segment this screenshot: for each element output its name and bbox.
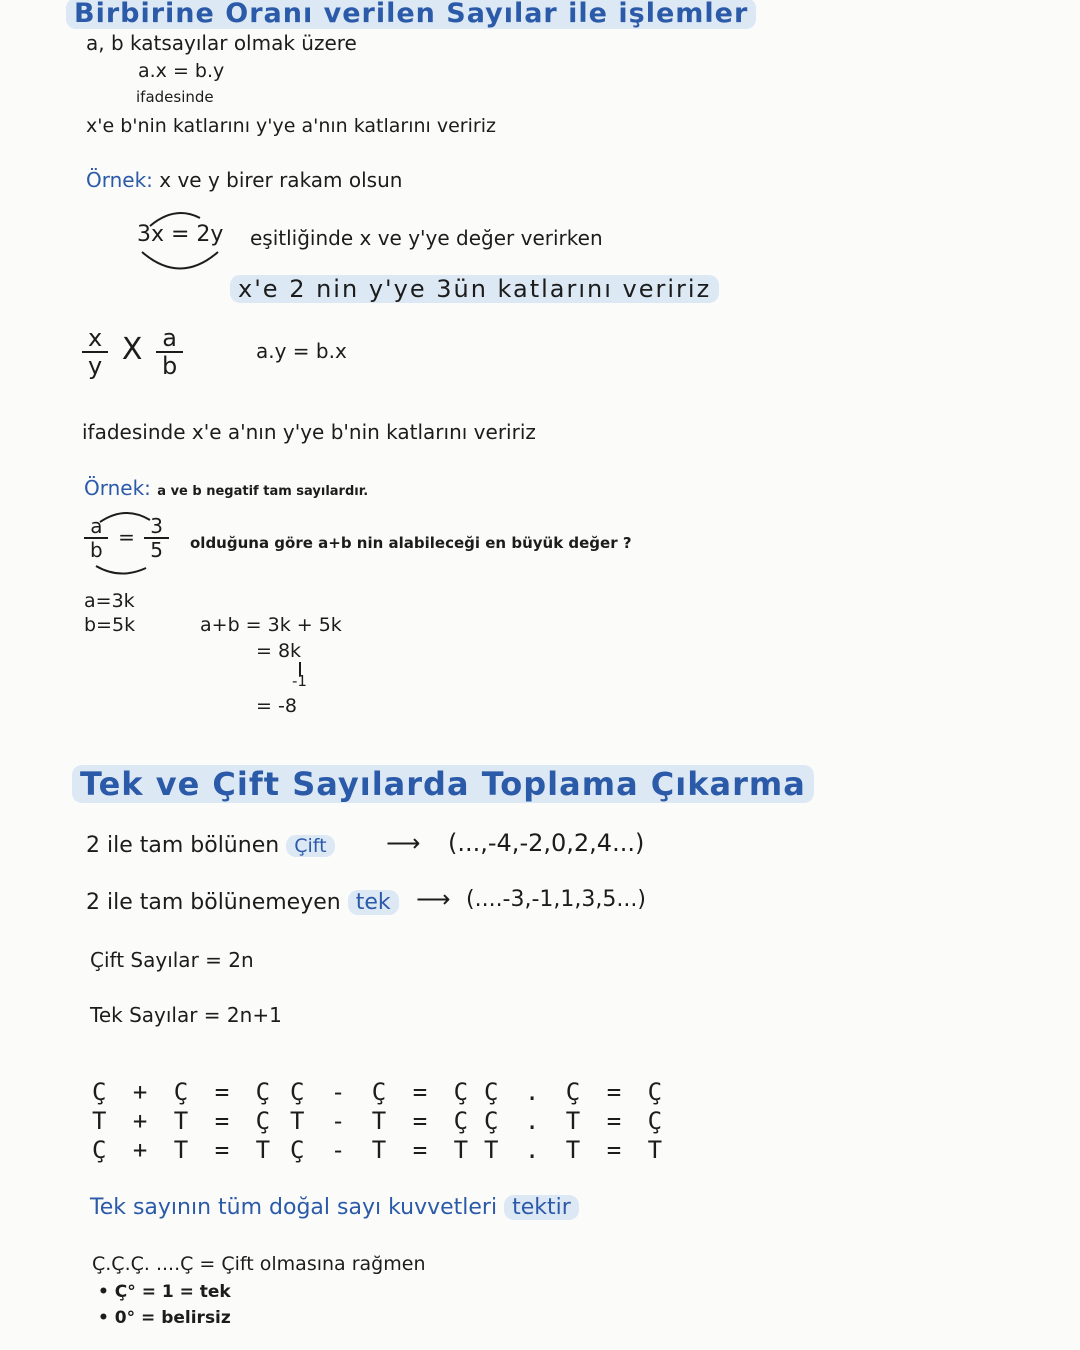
equation-ax-by: a.x = b.y: [138, 60, 225, 82]
multiplication-rule: Ç . Ç = Ç: [484, 1078, 669, 1106]
example2-label: Örnek:: [84, 476, 151, 500]
cross-symbol: X: [121, 332, 143, 368]
multiplication-rule: Ç . T = Ç: [484, 1107, 669, 1135]
even-word: Çift: [286, 835, 334, 857]
bullet2-text: 0° = belirsiz: [114, 1308, 231, 1328]
bullet-icon: •: [98, 1308, 115, 1328]
subtraction-rule: Ç - Ç = Ç: [290, 1078, 475, 1106]
example2-text: a ve b negatif tam sayılardır.: [157, 484, 369, 499]
even-formula: Çift Sayılar = 2n: [90, 948, 254, 972]
even-arrow-icon: ⟶: [386, 829, 421, 857]
ex2-num: a: [84, 515, 108, 539]
frac-right-den: b: [162, 352, 178, 381]
example2-question: olduğuna göre a+b nin alabileceği en büyük değer ?: [190, 534, 632, 552]
example1-equation: 3x = 2y: [137, 222, 224, 247]
example1-text: x ve y birer rakam olsun: [159, 168, 403, 192]
odd-word: tek: [348, 890, 399, 915]
even-def-text: 2 ile tam bölünen: [86, 833, 280, 858]
frac-left-den: y: [88, 352, 103, 381]
solution-minus1: -1: [292, 672, 307, 690]
frac-left-num: x: [82, 325, 108, 353]
even-set: (...,-4,-2,0,2,4...): [448, 829, 645, 857]
ex2-den: b: [90, 538, 103, 562]
example1-label: Örnek:: [86, 168, 153, 192]
odd-set: (....-3,-1,1,3,5...): [466, 887, 646, 912]
subtraction-rule: Ç - T = T: [290, 1136, 475, 1164]
addition-rule: Ç + Ç = Ç: [92, 1078, 277, 1106]
section1-title: Birbirine Oranı verilen Sayılar ile işlemler: [66, 0, 756, 29]
power-text: Tek sayının tüm doğal sayı kuvvetleri: [90, 1195, 498, 1220]
solution-a: a=3k: [84, 590, 135, 612]
arrow-3x-top: [150, 213, 200, 226]
equation-ay-bx: a.y = b.x: [256, 339, 347, 363]
section2-title: Tek ve Çift Sayılarda Toplama Çıkarma: [72, 765, 814, 803]
rule-line-2: ifadesinde x'e a'nın y'ye b'nin katlarını veririz: [82, 420, 536, 444]
odd-def-text: 2 ile tam bölünemeyen: [86, 890, 341, 915]
bullet1-text: Ç° = 1 = tek: [114, 1282, 231, 1302]
power-word: tektir: [504, 1195, 579, 1220]
example1-result: x'e 2 nin y'ye 3ün katlarını veririz: [230, 275, 719, 303]
ex2-equals: =: [118, 524, 135, 549]
solution-sum: a+b = 3k + 5k: [200, 614, 342, 636]
ex2-num-3: 3: [144, 515, 169, 539]
addition-rule: Ç + T = T: [92, 1136, 277, 1164]
example1-continuation: eşitliğinde x ve y'ye değer verirken: [250, 226, 603, 250]
arrow-ab-top: [100, 513, 150, 522]
frac-right-num: a: [156, 325, 183, 353]
ifadesinde-label: ifadesinde: [136, 88, 214, 106]
subtraction-rule: T - T = Ç: [290, 1107, 475, 1135]
solution-result: = -8: [256, 695, 297, 717]
rule-line-1: x'e b'nin katlarını y'ye a'nın katlarını veririz: [86, 115, 496, 137]
odd-arrow-icon: ⟶: [416, 885, 451, 913]
multiplication-rule: T . T = T: [484, 1136, 669, 1164]
product-statement: Ç.Ç.Ç. ....Ç = Çift olmasına rağmen: [92, 1253, 426, 1275]
odd-formula: Tek Sayılar = 2n+1: [90, 1003, 282, 1027]
coefficients-line: a, b katsayılar olmak üzere: [86, 31, 357, 55]
bullet-icon: •: [98, 1282, 115, 1302]
addition-rule: T + T = Ç: [92, 1107, 277, 1135]
solution-8k: = 8k: [256, 640, 302, 662]
arrow-ab-bottom: [96, 566, 146, 574]
solution-b: b=5k: [84, 614, 136, 636]
ex2-den-5: 5: [150, 538, 163, 562]
arrow-3x-bottom: [142, 252, 218, 269]
